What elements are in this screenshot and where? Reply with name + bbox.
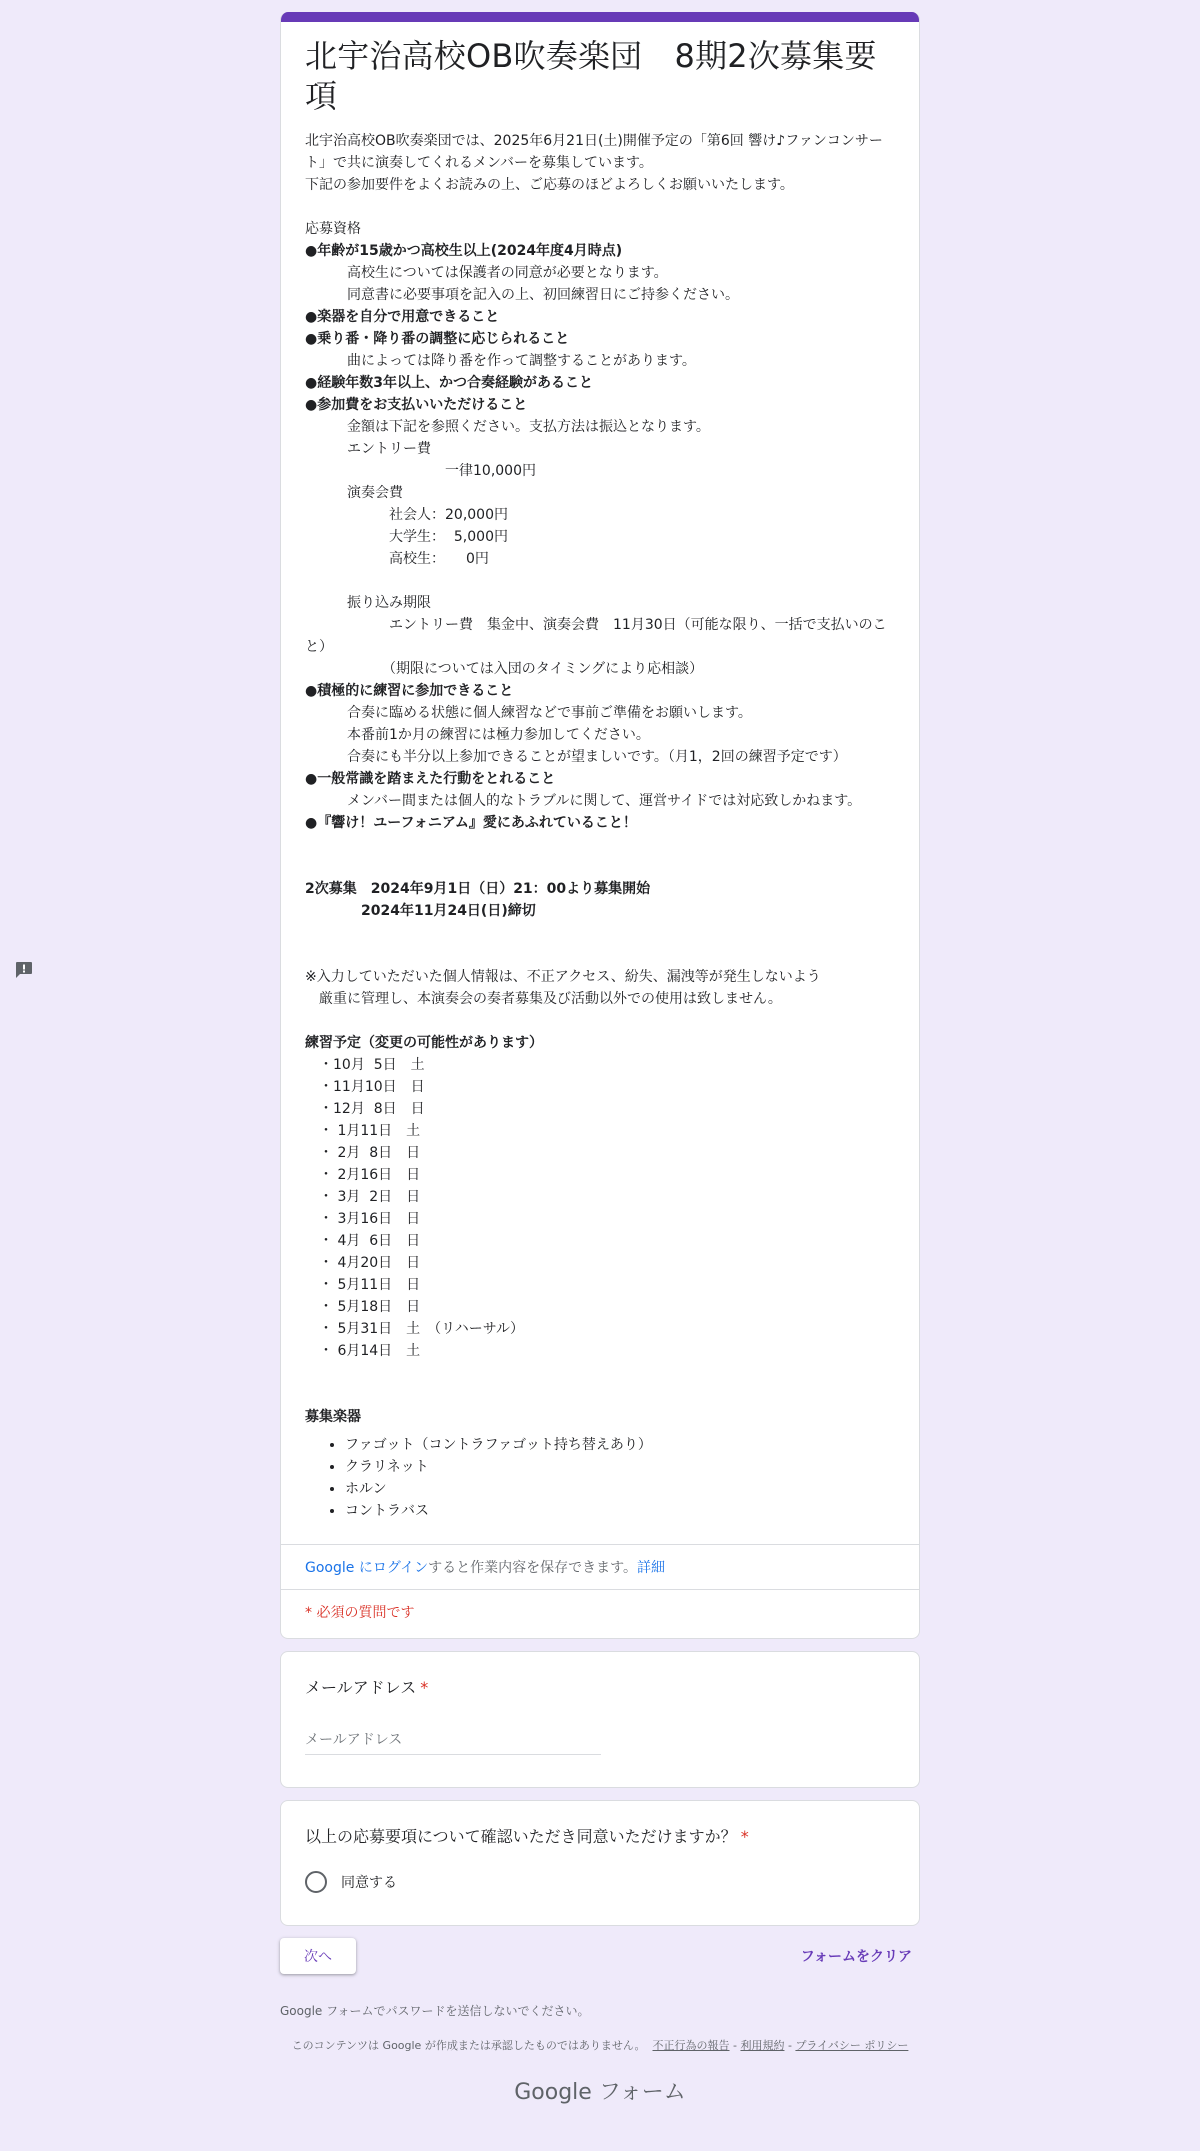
description-line: ●参加費をお支払いいただけること [305,397,528,413]
instrument-item: • ホルン [345,1478,895,1500]
description-line: ●一般常識を踏まえた行動をとれること [305,771,556,787]
description-line: 社会人：20,000円 [305,507,508,523]
description-line: 一律10,000円 [305,463,536,479]
description-line: 演奏会費 [305,485,403,501]
next-button[interactable]: 次へ [280,1938,356,1974]
consent-option[interactable] [305,1871,895,1893]
email-input[interactable] [305,1728,601,1755]
description-line [305,196,895,218]
description-line: 募集楽器 [305,1409,361,1425]
form-header-card [280,12,920,1639]
description-line: エントリー費 集金中、演奏会費 11月30日（可能な限り、一括で支払いのこと） [305,617,887,655]
description-line: ・ 5月31日 土 （リハーサル） [305,1321,525,1337]
description-line: メンバー間または個人的なトラブルに関して、運営サイドでは対応致しかねます。 [305,793,862,809]
description-line: ・10月 5日 土 [305,1057,425,1073]
password-notice: Google フォームでパスワードを送信しないでください。 [280,2004,590,2018]
description-line [305,856,895,878]
description-line [305,1362,895,1384]
description-line: 金額は下記を参照ください。支払方法は振込となります。 [305,419,710,435]
description-line: ・ 4月20日 日 [305,1255,421,1271]
description-line: ・ 4月 6日 日 [305,1233,421,1249]
instrument-item: • クラリネット [345,1456,895,1478]
description-line: 本番前1か月の練習には極力参加してください。 [305,727,650,743]
separator: - [729,2039,741,2052]
description-line [305,1384,895,1406]
required-note: * 必須の質問です [305,1605,415,1621]
description-line: 下記の参加要件をよくお読みの上、ご応募のほどよろしくお願いいたします。 [305,177,794,193]
footer-disclaimer [280,2037,920,2055]
description-line: 厳重に管理し、本演奏会の奏者募集及び活動以外での使用は致しません。 [305,991,782,1007]
description-line: ・12月 8日 日 [305,1101,425,1117]
terms-link[interactable]: 利用規約 [740,2039,785,2052]
instrument-list [305,1434,895,1522]
consent-option-label: 同意する [341,1875,397,1891]
description-line [305,834,895,856]
consent-label: 以上の応募要項について確認いただき同意いただけますか？ [305,1827,737,1846]
description-line [305,570,895,592]
form-description [305,130,895,1428]
accent-bar [281,12,919,22]
consent-question-title [305,1825,895,1849]
clear-form-button[interactable]: フォームをクリア [800,1949,912,1965]
description-line [305,1010,895,1032]
description-line: ●『響け！ユーフォニアム』愛にあふれていること！ [305,815,637,831]
description-line: ※入力していただいた個人情報は、不正アクセス、紛失、漏洩等が発生しないよう [305,969,821,985]
consent-question-card [280,1800,920,1926]
separator: - [784,2039,796,2052]
description-line: 練習予定（変更の可能性があります） [305,1035,543,1051]
instrument-item: • コントラバス [345,1500,895,1522]
form-title: 北宇治高校OB吹奏楽団 8期2次募集要項 [305,37,877,115]
description-line: ●乗り番・降り番の調整に応じられること [305,331,570,347]
description-line: ・11月10日 日 [305,1079,425,1095]
description-line: （期限については入団のタイミングにより応相談） [305,661,704,677]
disclaimer-text: このコンテンツは Google が作成または承認したものではありません。 [291,2039,646,2052]
login-notice [281,1545,919,1589]
description-line [305,944,895,966]
instrument-item: • ファゴット（コントラファゴット持ち替えあり） [345,1434,895,1456]
description-line: ・ 3月 2日 日 [305,1189,421,1205]
description-line: 合奏にも半分以上参加できることが望ましいです。（月1，2回の練習予定です） [305,749,847,765]
description-line: ・ 2月 8日 日 [305,1145,421,1161]
required-star: * [420,1678,429,1697]
description-line: 高校生については保護者の同意が必要となります。 [305,265,668,281]
feedback-icon[interactable] [14,960,34,980]
required-star: * [740,1827,749,1846]
email-question-card [280,1651,920,1788]
description-line: ・ 2月16日 日 [305,1167,421,1183]
privacy-link[interactable]: プライバシー ポリシー [795,2039,909,2052]
description-line: エントリー費 [305,441,431,457]
email-question-title [305,1676,895,1700]
description-line: ・ 3月16日 日 [305,1211,421,1227]
description-line: 2024年11月24日(日)締切 [305,903,536,919]
login-text: すると作業内容を保存できます。 [428,1560,638,1576]
google-forms-logo: Google フォーム [514,2080,686,2105]
description-line: 応募資格 [305,221,361,237]
description-line: ・ 5月11日 日 [305,1277,421,1293]
description-line: 曲によっては降り番を作って調整することがあります。 [305,353,696,369]
description-line: 大学生： 5,000円 [305,529,508,545]
description-line: 同意書に必要事項を記入の上、初回練習日にご持参ください。 [305,287,739,303]
description-line: ●年齢が15歳かつ高校生以上(2024年度4月時点) [305,243,623,259]
description-line [305,922,895,944]
form-container [280,12,920,2106]
description-line: ●経験年数3年以上、かつ合奏経験があること [305,375,593,391]
description-line: 2次募集 2024年9月1日（日）21：00より募集開始 [305,881,651,897]
description-line: 振り込み期限 [305,595,431,611]
email-label: メールアドレス [305,1678,417,1697]
description-line: 合奏に臨める状態に個人練習などで事前ご準備をお願いします。 [305,705,752,721]
report-abuse-link[interactable]: 不正行為の報告 [652,2039,730,2052]
login-link[interactable]: Google にログイン [305,1560,429,1576]
description-line: ・ 5月18日 日 [305,1299,421,1315]
description-line: 北宇治高校OB吹奏楽団では、2025年6月21日(土)開催予定の「第6回 響け♪ファンコンサート」で共に演奏してくれるメンバーを募集しています。 [305,133,883,171]
description-line: ・ 1月11日 土 [305,1123,421,1139]
form-actions [280,1938,920,1974]
radio-button[interactable] [305,1871,327,1893]
details-link[interactable]: 詳細 [637,1560,666,1576]
description-line: ・ 6月14日 土 [305,1343,421,1359]
description-line: ●積極的に練習に参加できること [305,683,514,699]
description-line: 高校生： 0円 [305,551,489,567]
description-line: ●楽器を自分で用意できること [305,309,500,325]
